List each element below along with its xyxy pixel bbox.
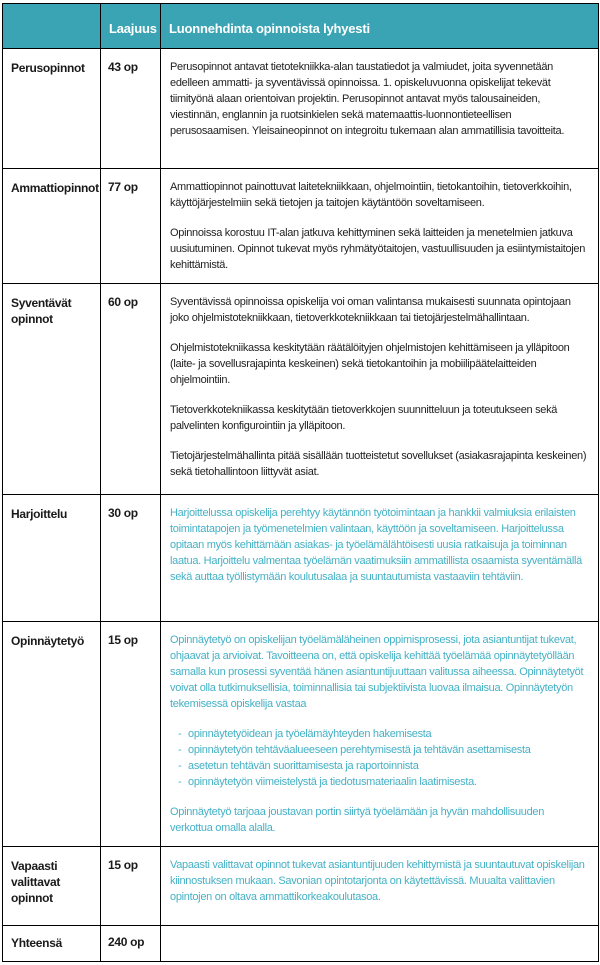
bullet-text: asetetun tehtävän suorittamisesta ja raportoinnista (188, 760, 419, 772)
row-label: Syventävät opinnot (3, 284, 101, 495)
row-description (161, 926, 599, 962)
table-row (3, 284, 599, 495)
row-credits: 240 op (101, 926, 161, 962)
header-cell-empty (3, 4, 101, 49)
row-label: Vapaasti valittavat opinnot (3, 847, 101, 926)
row-label: Opinnäytetyö (3, 622, 101, 847)
header-cell-description: Luonnehdinta opinnoista lyhyesti (161, 4, 599, 49)
bullet-item (170, 742, 588, 758)
row-label: Ammattiopinnot (3, 169, 101, 284)
row-credits: 30 op (101, 495, 161, 622)
table-row (3, 495, 599, 622)
table-row (3, 49, 599, 169)
bullet-text: opinnäytetyön tehtäväalueeseen perehtymisestä ja tehtävän asettamisesta (188, 744, 531, 756)
description-paragraph: Vapaasti valittavat opinnot tukevat asiantuntijuuden kehittymistä ja suuntautuvat opiskelijan kiinnostuksen mukaan. Savonian opintotarjonta on käytettävissä. Muualta valittavien opintojen on oltava ammattikorkeakoulutasoa. (170, 859, 585, 903)
bullet-item (170, 774, 588, 790)
description-paragraph: Opinnäytetyö on opiskelijan työelämäläheinen oppimisprosessi, jota asiantuntijat tukevat, ohjaavat ja arvioivat. Tavoitteena on, että opiskelija kehittää työelämää opinnäytetyöllään samalla kun prosessi syventää hänen asiantuntijuuttaan valitussa aiheessa. Opinnäytetyöt voivat olla tutkimuksellisia, toiminnallisia tai subjektiivista luovaa ilmaisua. Opinnäytetyön tekemisessä opiskelija vastaa (170, 634, 584, 710)
bullet-dash-marker: - (178, 776, 182, 788)
row-label: Yhteensä (3, 926, 101, 962)
bullet-item (170, 726, 588, 742)
row-label: Perusopinnot (3, 49, 101, 169)
description-paragraph: Ammattiopinnot painottuvat laitetekniikkaan, ohjelmointiin, tietokantoihin, tietoverkkoihin, käyttöjärjestelmiin sekä tietojen ja taitojen käytäntöön soveltamiseen. (170, 181, 572, 209)
row-credits: 15 op (101, 622, 161, 847)
description-paragraph: Harjoittelussa opiskelija perehtyy käytännön työtoimintaan ja hankkii valmiuksia erilaisten toimintatapojen ja työmenetelmien valintaan, käyttöön ja soveltamiseen. Harjoittelussa opitaan myös kehittämään asiakas- ja työelämälähtöisesti uusia ratkaisuja ja toiminnan laatua. Harjoittelu valmentaa työelämän vaatimuksiin ammatillista osaamista syventämällä sekä auttaa työllistymään koulutusalaa ja suuntautumista vastaaviin tehtäviin. (170, 507, 582, 583)
row-credits: 15 op (101, 847, 161, 926)
row-description (161, 49, 599, 169)
header-row (3, 4, 599, 49)
header-cell-credits: Laajuus (101, 4, 161, 49)
row-credits: 77 op (101, 169, 161, 284)
description-paragraph: Syventävissä opinnoissa opiskelija voi oman valintansa mukaisesti suunnata opintojaan joko ohjelmistotekniikkaan, tietoverkkotekniikkaan tai tietojärjestelmähallintaan. (170, 296, 571, 324)
bullet-list (170, 726, 588, 790)
bullet-item (170, 758, 588, 774)
row-credits: 43 op (101, 49, 161, 169)
table-row (3, 169, 599, 284)
table-row (3, 847, 599, 926)
description-paragraph: Opinnäytetyö tarjoaa joustavan portin siirtyä työelämään ja hyvän mahdollisuuden verkottua omalla alalla. (170, 806, 545, 834)
description-paragraph: Opinnoissa korostuu IT-alan jatkuva kehittyminen sekä laitteiden ja menetelmien jatkuva uusiutuminen. Opinnot tukevat myös ryhmätyötaitojen, vastuullisuuden ja esiintymistaitojen kehittämistä. (170, 227, 586, 271)
table-body (3, 49, 599, 962)
row-description (161, 495, 599, 622)
row-description (161, 169, 599, 284)
row-description (161, 284, 599, 495)
row-label: Harjoittelu (3, 495, 101, 622)
description-paragraph: Tietoverkkotekniikassa keskitytään tietoverkkojen suunnitteluun ja toteutukseen sekä palvelinten konfigurointiin ja ylläpitoon. (170, 404, 558, 432)
description-paragraph: Tietojärjestelmähallinta pitää sisällään tuotteistetut sovellukset (asiakasrajapinta keskeinen) sekä tietohallintoon liittyvät asiat. (170, 450, 587, 478)
table-row (3, 926, 599, 962)
bullet-dash-marker: - (178, 760, 182, 772)
row-credits: 60 op (101, 284, 161, 495)
row-description (161, 622, 599, 847)
study-program-table (2, 3, 599, 962)
description-paragraph: Ohjelmistotekniikassa keskitytään räätälöityjen ohjelmistojen kehittämiseen ja ylläpitoon (laite- ja sovellusrajapinta keskeinen) sekä tietokantoihin ja mobiilipäätelaitteiden ohjelmointiin. (170, 342, 570, 386)
bullet-text: opinnäytetyön viimeistelystä ja tiedotusmateriaalin laatimisesta. (188, 776, 477, 788)
description-paragraph: Perusopinnot antavat tietotekniikka-alan taustatiedot ja valmiudet, joita syvennetään edelleen ammatti- ja syventävissä opinnoissa. 1. opiskeluvuonna opiskelijat tekevät tiimityönä alaan orientoivan projektin. Perusopinnot antavat myös talousaineiden, viestinnän, englannin ja ruotsinkielen sekä matemaattis-luonnontieteellisen perusosaamisen. Yleisaineopinnot on integroitu tukemaan alan ammatillisia tavoitteita. (170, 61, 565, 137)
row-description (161, 847, 599, 926)
bullet-text: opinnäytetyöidean ja työelämäyhteyden hakemisesta (188, 728, 432, 740)
bullet-dash-marker: - (178, 744, 182, 756)
table-row (3, 622, 599, 847)
bullet-dash-marker: - (178, 728, 182, 740)
table-header (3, 4, 599, 49)
